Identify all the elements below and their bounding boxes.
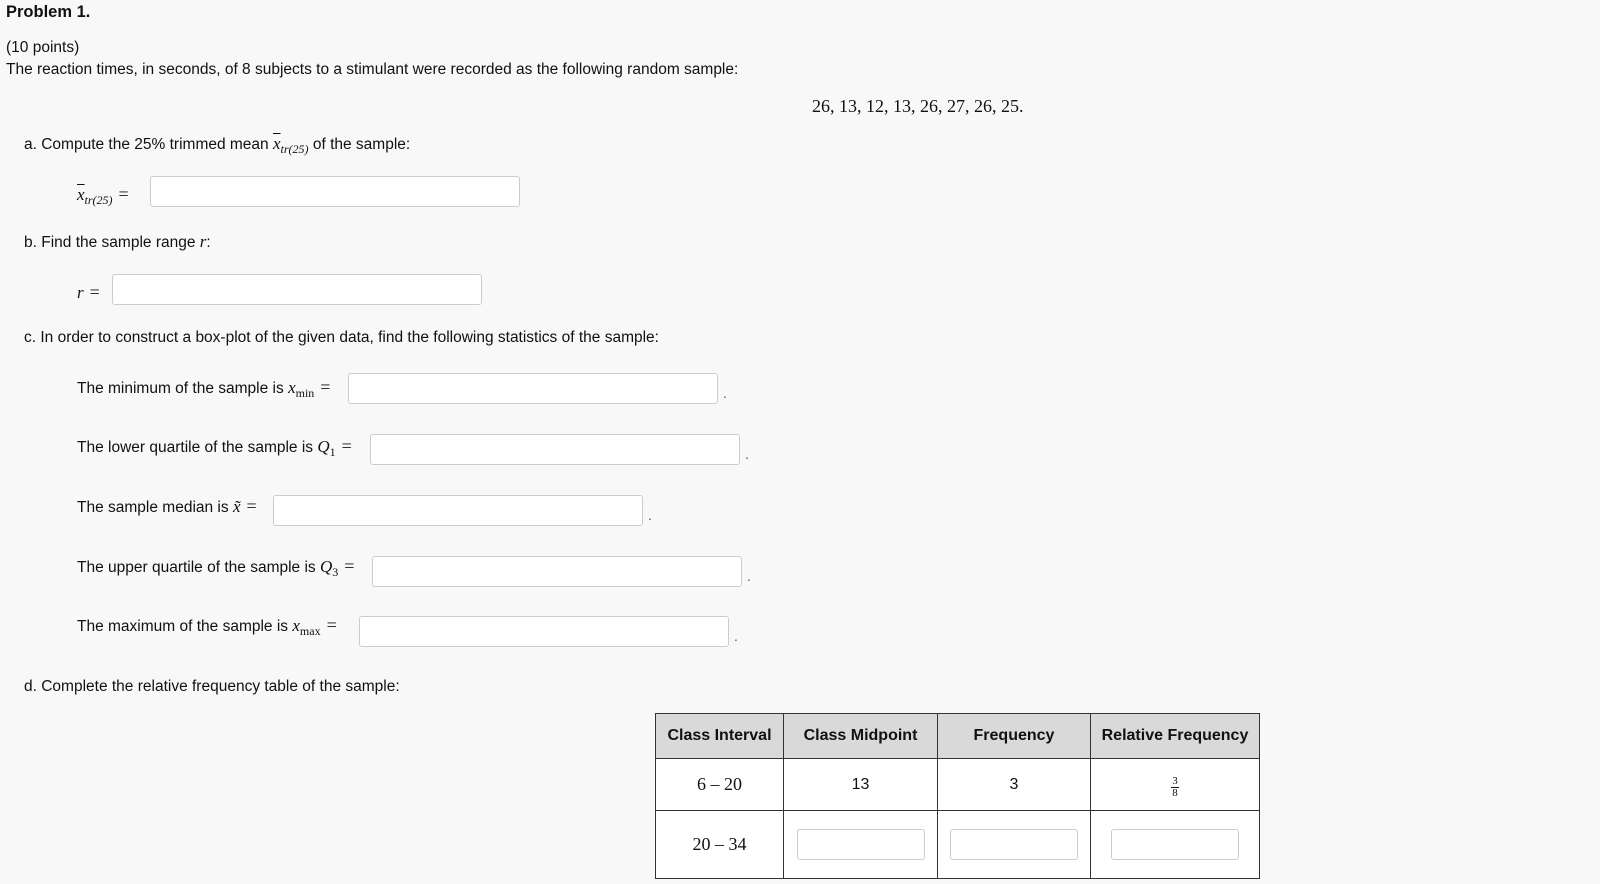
table-row — [656, 811, 1260, 879]
max-dot: . — [734, 628, 738, 644]
max-input[interactable] — [359, 616, 729, 647]
row1-midpoint: 13 — [784, 759, 938, 811]
sample-data: 26, 13, 12, 13, 26, 27, 26, 25. — [812, 96, 1024, 116]
frequency-table — [655, 713, 1260, 879]
range-label: r = — [77, 282, 100, 302]
part-c-prompt: c. In order to construct a box-plot of the given data, find the following statistics of the sample: — [24, 329, 659, 346]
median-input[interactable] — [273, 495, 643, 526]
row2-relative-frequency-cell — [1091, 811, 1260, 879]
q1-label: The lower quartile of the sample is $Q_1$ = — [77, 436, 352, 459]
median-label: The sample median is x̃ = — [77, 496, 257, 516]
row2-interval: 20 – 34 — [656, 811, 784, 879]
median-dot: . — [648, 507, 652, 523]
min-label: The minimum of the sample is $x_{min}$ = — [77, 377, 331, 400]
min-dot: . — [723, 385, 727, 401]
table-row — [656, 759, 1260, 811]
trimmed-mean-label: $\overline{x}_{tr(25)}$ = — [77, 184, 129, 207]
problem-points: (10 points) — [6, 39, 80, 56]
max-label: The maximum of the sample is $x_{max}$ = — [77, 615, 337, 638]
row2-frequency-cell — [938, 811, 1091, 879]
row2-frequency-input[interactable] — [950, 829, 1078, 860]
row1-frequency: 3 — [938, 759, 1091, 811]
part-b-prompt: b. Find the sample range r: — [24, 232, 211, 251]
problem-intro: The reaction times, in seconds, of 8 subjects to a stimulant were recorded as the following random sample: — [6, 61, 739, 78]
header-class-midpoint: Class Midpoint — [784, 714, 938, 759]
q3-label: The upper quartile of the sample is $Q_3$ = — [77, 556, 355, 579]
row1-relative-frequency — [1091, 759, 1260, 811]
q1-input[interactable] — [370, 434, 740, 465]
trimmed-mean-input[interactable] — [150, 176, 520, 207]
header-class-interval: Class Interval — [656, 714, 784, 759]
row2-relative-frequency-input[interactable] — [1111, 829, 1239, 860]
problem-title: Problem 1. — [6, 3, 91, 21]
row2-midpoint-cell — [784, 811, 938, 879]
row2-midpoint-input[interactable] — [797, 829, 925, 860]
q3-dot: . — [747, 568, 751, 584]
range-input[interactable] — [112, 274, 482, 305]
row1-interval: 6 – 20 — [656, 759, 784, 811]
part-d-prompt: d. Complete the relative frequency table of the sample: — [24, 678, 400, 695]
table-header-row — [656, 714, 1260, 759]
header-relative-frequency: Relative Frequency — [1091, 714, 1260, 759]
fraction: $\frac{3}{8}$ — [1172, 774, 1178, 799]
header-frequency: Frequency — [938, 714, 1091, 759]
q3-input[interactable] — [372, 556, 742, 587]
trimmed-mean-symbol: $\overline{x}_{tr(25)}$ — [272, 134, 309, 156]
q1-dot: . — [745, 446, 749, 462]
part-a-prompt: a. Compute the 25% trimmed mean $\overline{x}_{tr(25)}$ of the sample: — [24, 134, 411, 156]
min-input[interactable] — [348, 373, 718, 404]
